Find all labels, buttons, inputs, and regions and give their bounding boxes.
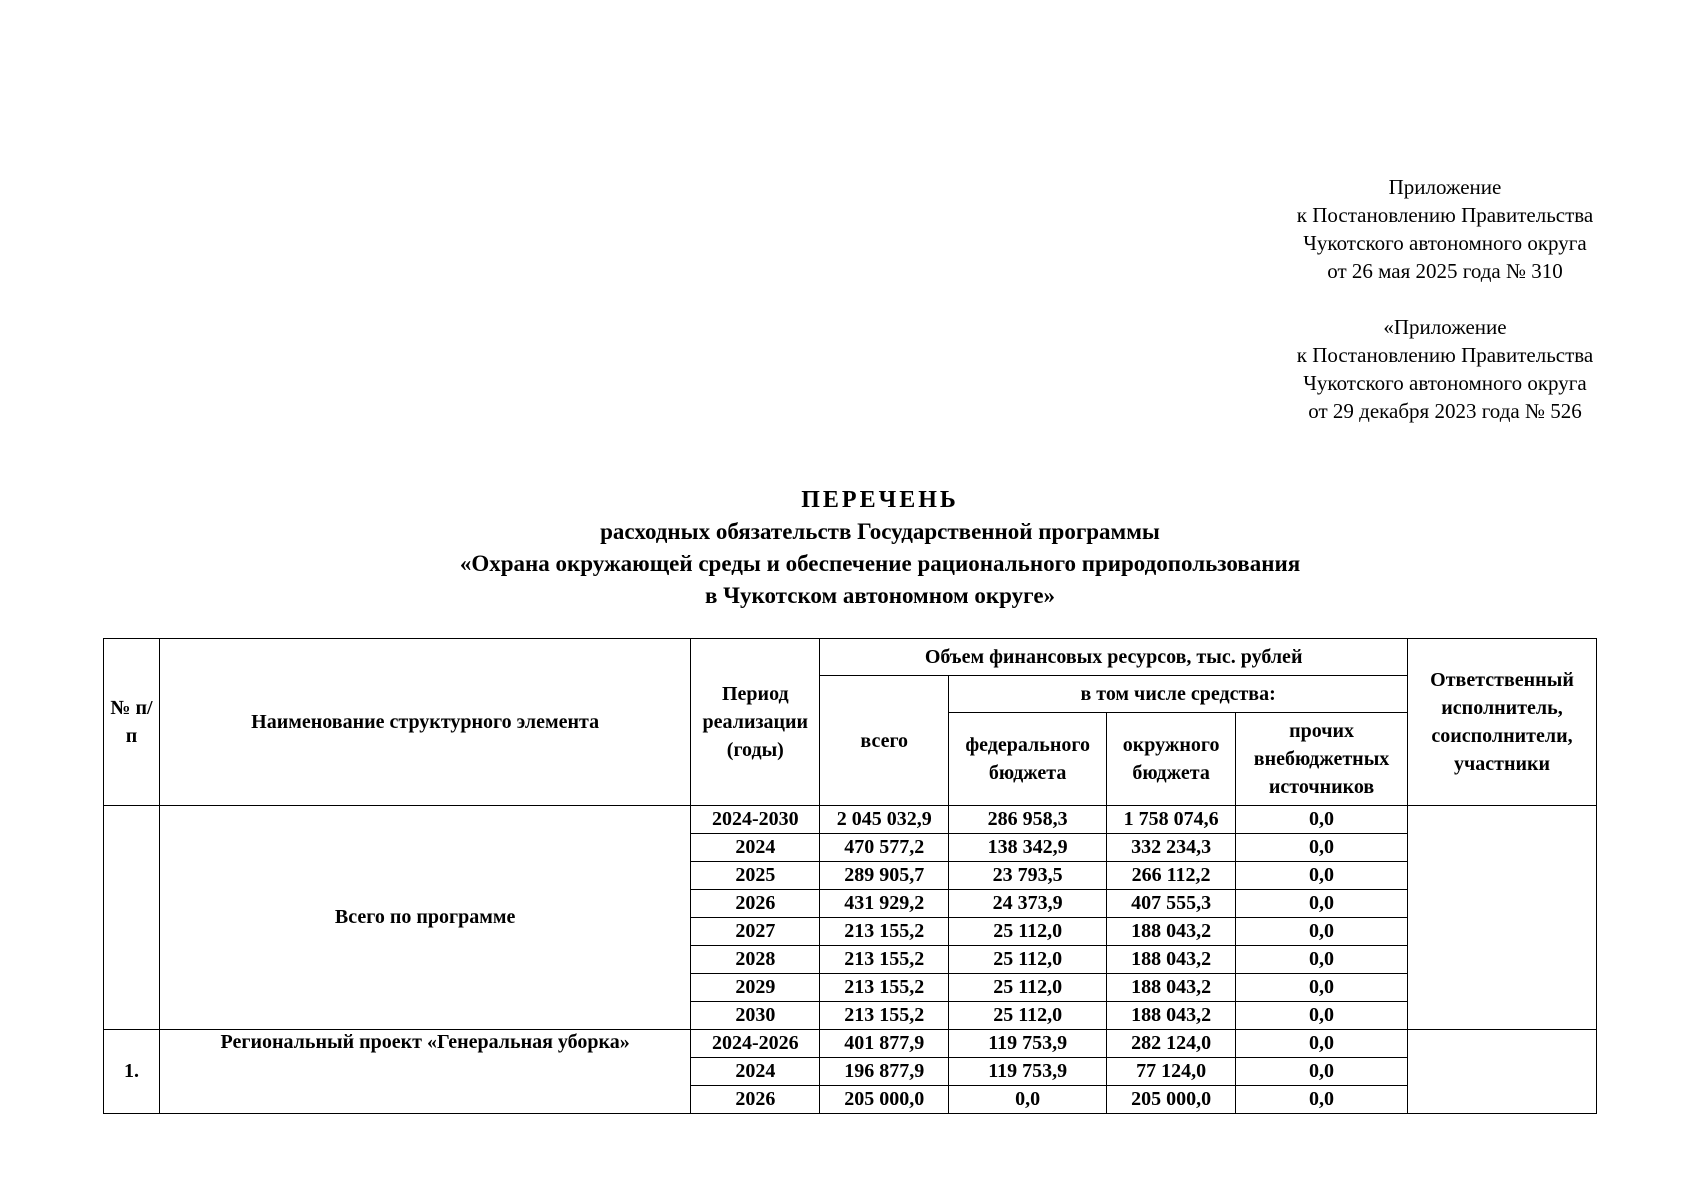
appendix-line: Чукотского автономного округа — [1303, 231, 1587, 255]
cell-district: 282 124,0 — [1107, 1030, 1236, 1058]
cell-total: 401 877,9 — [820, 1030, 949, 1058]
cell-federal: 25 112,0 — [949, 946, 1107, 974]
cell-total: 205 000,0 — [820, 1086, 949, 1114]
cell-other: 0,0 — [1236, 806, 1408, 834]
cell-other: 0,0 — [1236, 834, 1408, 862]
cell-federal: 25 112,0 — [949, 1002, 1107, 1030]
title-line: в Чукотском автономном округе» — [704, 583, 1056, 608]
appendix-line: Приложение — [1388, 175, 1502, 199]
cell-total: 213 155,2 — [820, 946, 949, 974]
cell-district: 77 124,0 — [1107, 1058, 1236, 1086]
responsible-executor — [1408, 1030, 1597, 1114]
cell-period: 2024-2026 — [691, 1030, 820, 1058]
cell-other: 0,0 — [1236, 1058, 1408, 1086]
cell-total: 2 045 032,9 — [820, 806, 949, 834]
cell-total: 213 155,2 — [820, 1002, 949, 1030]
cell-period: 2025 — [691, 862, 820, 890]
cell-other: 0,0 — [1236, 918, 1408, 946]
title-heading: ПЕРЕЧЕНЬ — [801, 487, 959, 513]
cell-other: 0,0 — [1236, 890, 1408, 918]
cell-federal: 24 373,9 — [949, 890, 1107, 918]
header-district: окружного бюджета — [1107, 713, 1236, 806]
cell-other: 0,0 — [1236, 862, 1408, 890]
cell-other: 0,0 — [1236, 946, 1408, 974]
cell-federal: 23 793,5 — [949, 862, 1107, 890]
cell-period: 2028 — [691, 946, 820, 974]
row-number: 1. — [104, 1030, 160, 1114]
expenditure-table — [103, 638, 1597, 1114]
appendix-current — [1255, 173, 1635, 285]
cell-federal: 0,0 — [949, 1086, 1107, 1114]
cell-period: 2024 — [691, 834, 820, 862]
header-volume: Объем финансовых ресурсов, тыс. рублей — [820, 639, 1408, 676]
cell-federal: 286 958,3 — [949, 806, 1107, 834]
appendix-line: к Постановлению Правительства — [1296, 343, 1594, 367]
cell-federal: 25 112,0 — [949, 918, 1107, 946]
header-name: Наименование структурного элемента — [159, 639, 690, 806]
cell-total: 289 905,7 — [820, 862, 949, 890]
cell-other: 0,0 — [1236, 1086, 1408, 1114]
cell-federal: 119 753,9 — [949, 1030, 1107, 1058]
cell-period: 2026 — [691, 890, 820, 918]
cell-period: 2024 — [691, 1058, 820, 1086]
cell-district: 188 043,2 — [1107, 918, 1236, 946]
responsible-executor — [1408, 806, 1597, 1030]
title-line: расходных обязательств Государственной программы — [600, 519, 1160, 544]
appendix-line: от 29 декабря 2023 года № 526 — [1308, 399, 1582, 423]
cell-total: 470 577,2 — [820, 834, 949, 862]
cell-period: 2026 — [691, 1086, 820, 1114]
cell-other: 0,0 — [1236, 1030, 1408, 1058]
structural-element-name: Региональный проект «Генеральная уборка» — [159, 1030, 690, 1114]
cell-district: 188 043,2 — [1107, 974, 1236, 1002]
cell-district: 188 043,2 — [1107, 946, 1236, 974]
cell-period: 2024-2030 — [691, 806, 820, 834]
header-including: в том числе средства: — [949, 676, 1408, 713]
cell-federal: 138 342,9 — [949, 834, 1107, 862]
cell-other: 0,0 — [1236, 974, 1408, 1002]
header-total: всего — [820, 676, 949, 806]
cell-district: 188 043,2 — [1107, 1002, 1236, 1030]
cell-district: 205 000,0 — [1107, 1086, 1236, 1114]
structural-element-name: Всего по программе — [159, 806, 690, 1030]
cell-total: 213 155,2 — [820, 974, 949, 1002]
cell-total: 431 929,2 — [820, 890, 949, 918]
header-num: № п/п — [104, 639, 160, 806]
cell-period: 2030 — [691, 1002, 820, 1030]
row-number — [104, 806, 160, 1030]
header-responsible: Ответственный исполнитель, соисполнители, участники — [1408, 639, 1597, 806]
cell-district: 266 112,2 — [1107, 862, 1236, 890]
table-row — [104, 1030, 1597, 1058]
cell-period: 2029 — [691, 974, 820, 1002]
header-period: Период реализации (годы) — [691, 639, 820, 806]
cell-total: 196 877,9 — [820, 1058, 949, 1086]
cell-federal: 119 753,9 — [949, 1058, 1107, 1086]
cell-district: 332 234,3 — [1107, 834, 1236, 862]
header-federal: федерального бюджета — [949, 713, 1107, 806]
table-row — [104, 806, 1597, 834]
cell-total: 213 155,2 — [820, 918, 949, 946]
appendix-line: от 26 мая 2025 года № 310 — [1327, 259, 1563, 283]
title-line: «Охрана окружающей среды и обеспечение рационального природопользования — [459, 551, 1301, 576]
appendix-line: к Постановлению Правительства — [1296, 203, 1594, 227]
header-other: прочих внебюджетных источников — [1236, 713, 1408, 806]
cell-other: 0,0 — [1236, 1002, 1408, 1030]
cell-period: 2027 — [691, 918, 820, 946]
appendix-line: «Приложение — [1383, 315, 1507, 339]
cell-district: 407 555,3 — [1107, 890, 1236, 918]
cell-federal: 25 112,0 — [949, 974, 1107, 1002]
cell-district: 1 758 074,6 — [1107, 806, 1236, 834]
document-title — [0, 484, 1698, 612]
table-body — [104, 806, 1597, 1114]
appendix-original — [1255, 313, 1635, 425]
appendix-line: Чукотского автономного округа — [1303, 371, 1587, 395]
